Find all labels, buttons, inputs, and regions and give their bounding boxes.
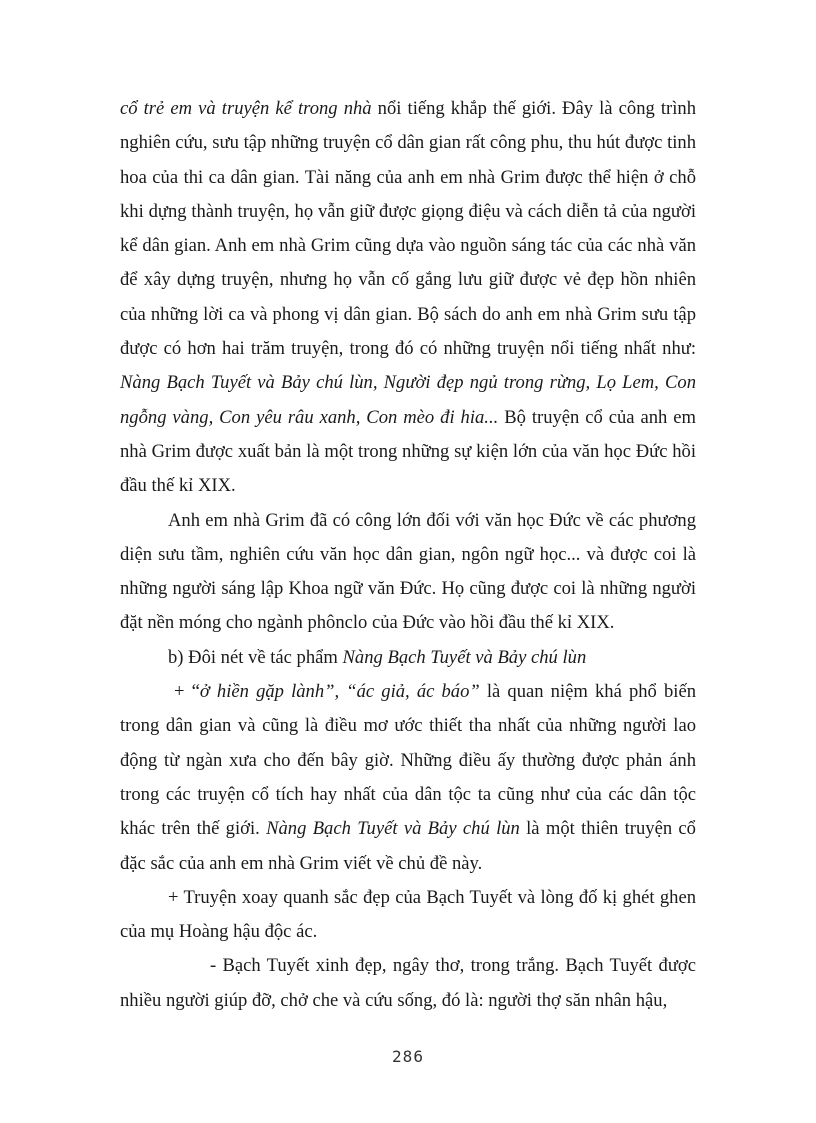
text-span: + “ <box>174 681 200 703</box>
paragraph-1 <box>120 92 696 504</box>
text-span: Bộ truyện cổ của anh em nhà Grim được xuất bản là một trong những sự kiện lớn của văn học Đức hồi đầu thế kỉ XIX. <box>120 406 696 497</box>
text-span: Nàng Bạch Tuyết và Bảy chú lùn, Người đẹp ngủ trong rừng, Lọ Lem, Con ngỗng vàng, Con yêu râu xanh, Con mèo đi hia... <box>120 372 696 428</box>
text-span: - Bạch Tuyết xinh đẹp, ngây thơ, trong trắng. Bạch Tuyết được nhiều người giúp đỡ, chở che và cứu sống, đó là: người thợ săn nhân hậu, <box>120 955 696 1011</box>
text-span: Nàng Bạch Tuyết và Bảy chú lùn <box>266 818 520 840</box>
text-span: b) Đôi nét về tác phẩm <box>168 646 343 668</box>
text-span: là quan niệm khá phổ biến trong dân gian và cũng là điều mơ ước thiết tha nhất của những người lao động từ ngàn xưa cho đến bây giờ. Những điều ấy thường được phản ánh trong các truyện cổ tích hay nhất của dân tộc ta cũng như của các dân tộc khác trên thế giới. <box>120 681 696 840</box>
text-span: Anh em nhà Grim đã có công lớn đối với văn học Đức về các phương diện sưu tầm, nghiên cứu văn học dân gian, ngôn ngữ học... và được coi là những người sáng lập Khoa ngữ văn Đức. Họ cũng được coi là những người đặt nền móng cho ngành phônclo của Đức vào hồi đầu thế kỉ XIX. <box>120 509 696 634</box>
text-span: Nàng Bạch Tuyết và Bảy chú lùn <box>342 646 587 668</box>
paragraph-4 <box>120 675 696 881</box>
section-heading-b <box>120 641 696 675</box>
text-span: cổ trẻ em và truyện kể trong nhà <box>120 98 372 119</box>
page-number: 286 <box>392 1047 424 1066</box>
paragraph-2 <box>120 504 696 641</box>
document-page <box>120 92 696 1018</box>
text-span: là một thiên truyện cổ đặc sắc của anh em nhà Grim viết về chủ đề này. <box>120 818 696 874</box>
text-span: + Truyện xoay quanh sắc đẹp của Bạch Tuyết và lòng đố kị ghét ghen của mụ Hoàng hậu độc ác. <box>120 886 696 943</box>
text-span: ở hiền gặp lành”, “ác giả, ác báo” <box>199 681 480 703</box>
text-span: nổi tiếng khắp thế giới. Đây là công trình nghiên cứu, sưu tập những truyện cổ dân gian rất công phu, thu hút được tinh hoa của thi ca dân gian. Tài năng của anh em nhà Grim được thể hiện ở chỗ khi dựng thành truyện, họ vẫn giữ được giọng điệu và cách diễn tả của người kể dân gian. Anh em nhà Grim cũng dựa vào nguồn sáng tác của các nhà văn để xây dựng truyện, nhưng họ vẫn cố gắng lưu giữ được vẻ đẹp hồn nhiên của những lời ca và phong vị dân gian. Bộ sách do anh em nhà Grim sưu tập được có hơn hai trăm truyện, trong đó có những truyện nổi tiếng nhất như: <box>120 98 696 360</box>
paragraph-5 <box>120 881 696 950</box>
paragraph-6 <box>120 949 696 1018</box>
